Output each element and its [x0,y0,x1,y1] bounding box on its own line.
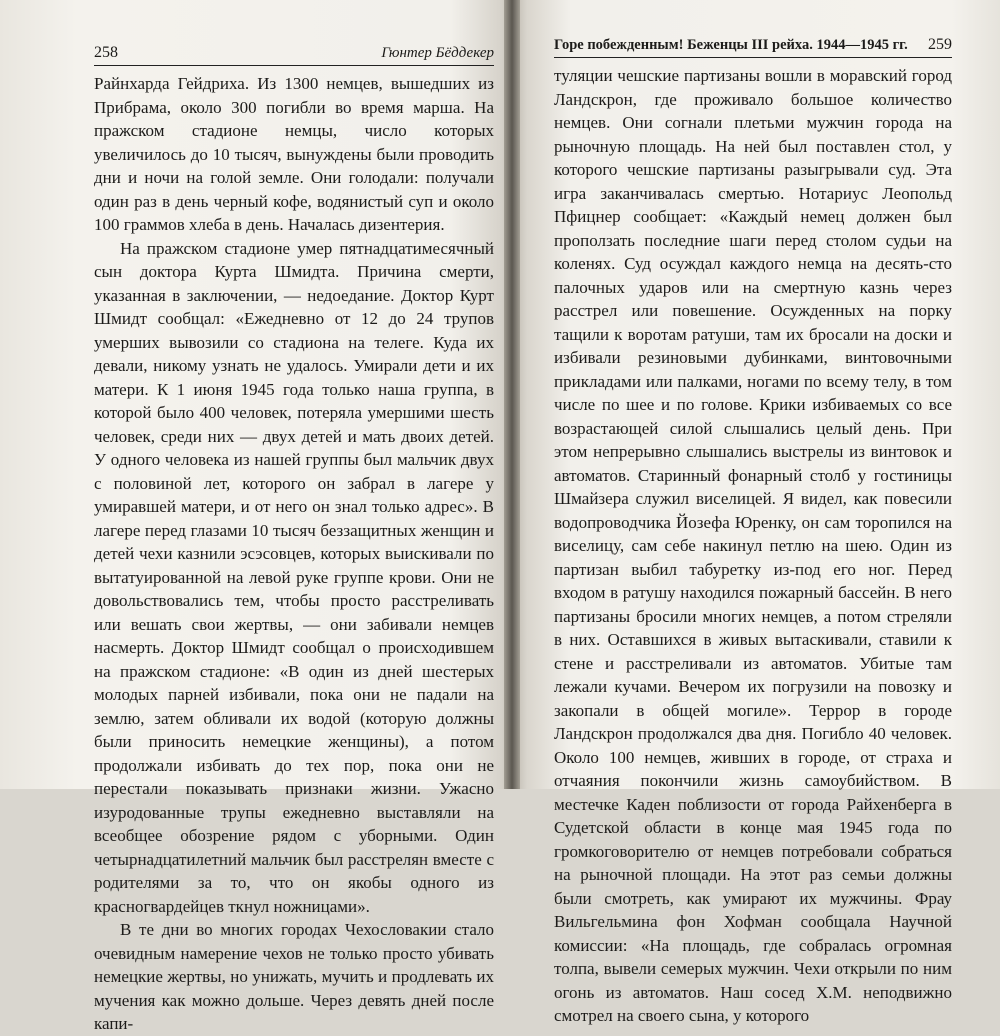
right-body-text [554,64,952,1028]
book-gutter [504,0,520,789]
paragraph: В те дни во многих городах Чехословакии стало очевидным намерение чехов не только просто убивать немецкие жертвы, но унижать, мучить и продлевать их мучения как можно дольше. Через девять дней после капи- [94,920,494,1033]
right-page [512,0,1000,1025]
left-running-head [94,44,494,66]
right-page-number: 259 [928,36,952,53]
left-running-title: Гюнтер Бёддекер [381,45,494,61]
paragraph: На пражском стадионе умер пятнадцатимесячный сын доктора Курта Шмидта. Причина смерти, указанная в заключении, — недоедание. Доктор Курт Шмидт сообщал: «Ежедневно от 12 до 24 трупов умерших вывозили со стадиона на телеге. Куда их девали, никому узнать не удалось. Умирали дети и их матери. К 1 июня 1945 года только наша группа, в которой было 400 человек, потеряла умершими шесть человек, среди них — двух детей и мать двоих детей. У одного человека из нашей группы был мальчик двух с половиной лет, которого он забрал в лагере у умиравшей матери, и от него он знал только адрес». В лагере перед глазами 10 тысяч беззащитных женщин и детей чехи казнили эсэсовцев, которых выискивали по вытатуированной на левой руке группе крови. Они не довольствовались тем, чтобы просто расстреливать или вешать свои жертвы, — они забивали немцев насмерть. Доктор Шмидт сообщал о происходившем на пражском стадионе: «В один из дней шестерых молодых парней избивали, пока они не падали на землю, затем обливали их водой (которую должны были приносить немецкие женщины), а потом продолжали избивать до тех пор, пока они не перестали показывать признаки жизни. Ужасно изуродованные трупы ежедневно выставляли на всеобщее обозрение рядом с уборными. Один четырнадцатилетний мальчик был расстрелян вместе с родителями за то, что он якобы одного из красногвардейцев ткнул ножницами». [94,238,494,916]
left-body-text [94,72,494,1036]
right-running-title: Горе побежденным! Беженцы III рейха. 1944—1945 гг. [554,37,908,53]
paragraph: туляции чешские партизаны вошли в моравский город Ландскрон, где проживало большое количество немцев. Они согнали плетьми мужчин города на рыночную площадь. На ней был поставлен стол, у которого чешские партизаны разыгрывали суд. Эта игра заканчивалась смертью. Нотариус Леопольд Пфицнер сообщает: «Каждый немец должен был проползать последние шаги перед столом судьи на коленях. Суд осуждал каждого немца на десять-сто палочных ударов или на смертную казнь через расстрел или повешение. Осужденных на порку тащили к воротам ратуши, там их бросали на доски и избивали резиновыми дубинками, винтовочными прикладами или палками, ногами по всему телу, в том числе по шее и по голове. Крики избиваемых со все возрастающей силой слышались целый день. При этом непрерывно слышались выстрелы из винтовок и автоматов. Старинный фонарный столб у гостиницы Шмайзера служил виселицей. Я видел, как повесили водопроводчика Йозефа Юренку, он сам торопился на виселицу, сам себе накинул петлю на шею. Один из партизан выбил табуретку из-под его ног. Перед входом в ратушу находился пожарный бассейн. В него партизаны бросили многих немцев, а потом стреляли в них. Оставшихся в живых вытаскивали, ставили к стене и расстреливали из автоматов. Убитые там лежали кучами. Вечером их погрузили на повозку и закопали в общей могиле». Террор в городе Ландскрон продолжался два дня. Погибло 40 человек. Около 100 немцев, живших в городе, от страха и отчаяния покончили жизнь самоубийством. В местечке Каден поблизости от города Райхенберга в Судетской области в конце мая 1945 года по громкоговорителю от немцев потребовали собраться на рыночной площади. На этот раз семьи должны были смотреть, как умирают их мужчины. Фрау Вильгельмина фон Хофман сообщала Научной комиссии: «На площадь, где собралась огромная толпа, вывели семерых мужчин. Чехи открыли по ним огонь из автоматов. Наш сосед Х.М. неподвижно смотрел на своего сына, у которого [554,66,952,1025]
left-page-number: 258 [94,44,118,61]
paragraph: Райнхарда Гейдриха. Из 1300 немцев, вышедших из Прибрама, около 300 погибли во время марша. На пражском стадионе немцы, число которых увеличилось до 10 тысяч, вынуждены были проводить дни и ночи на голой земле. Они голодали: получали один раз в день черный кофе, водянистый суп и около 100 граммов хлеба в день. Началась дизентерия. [94,74,494,234]
right-running-head [554,36,952,58]
